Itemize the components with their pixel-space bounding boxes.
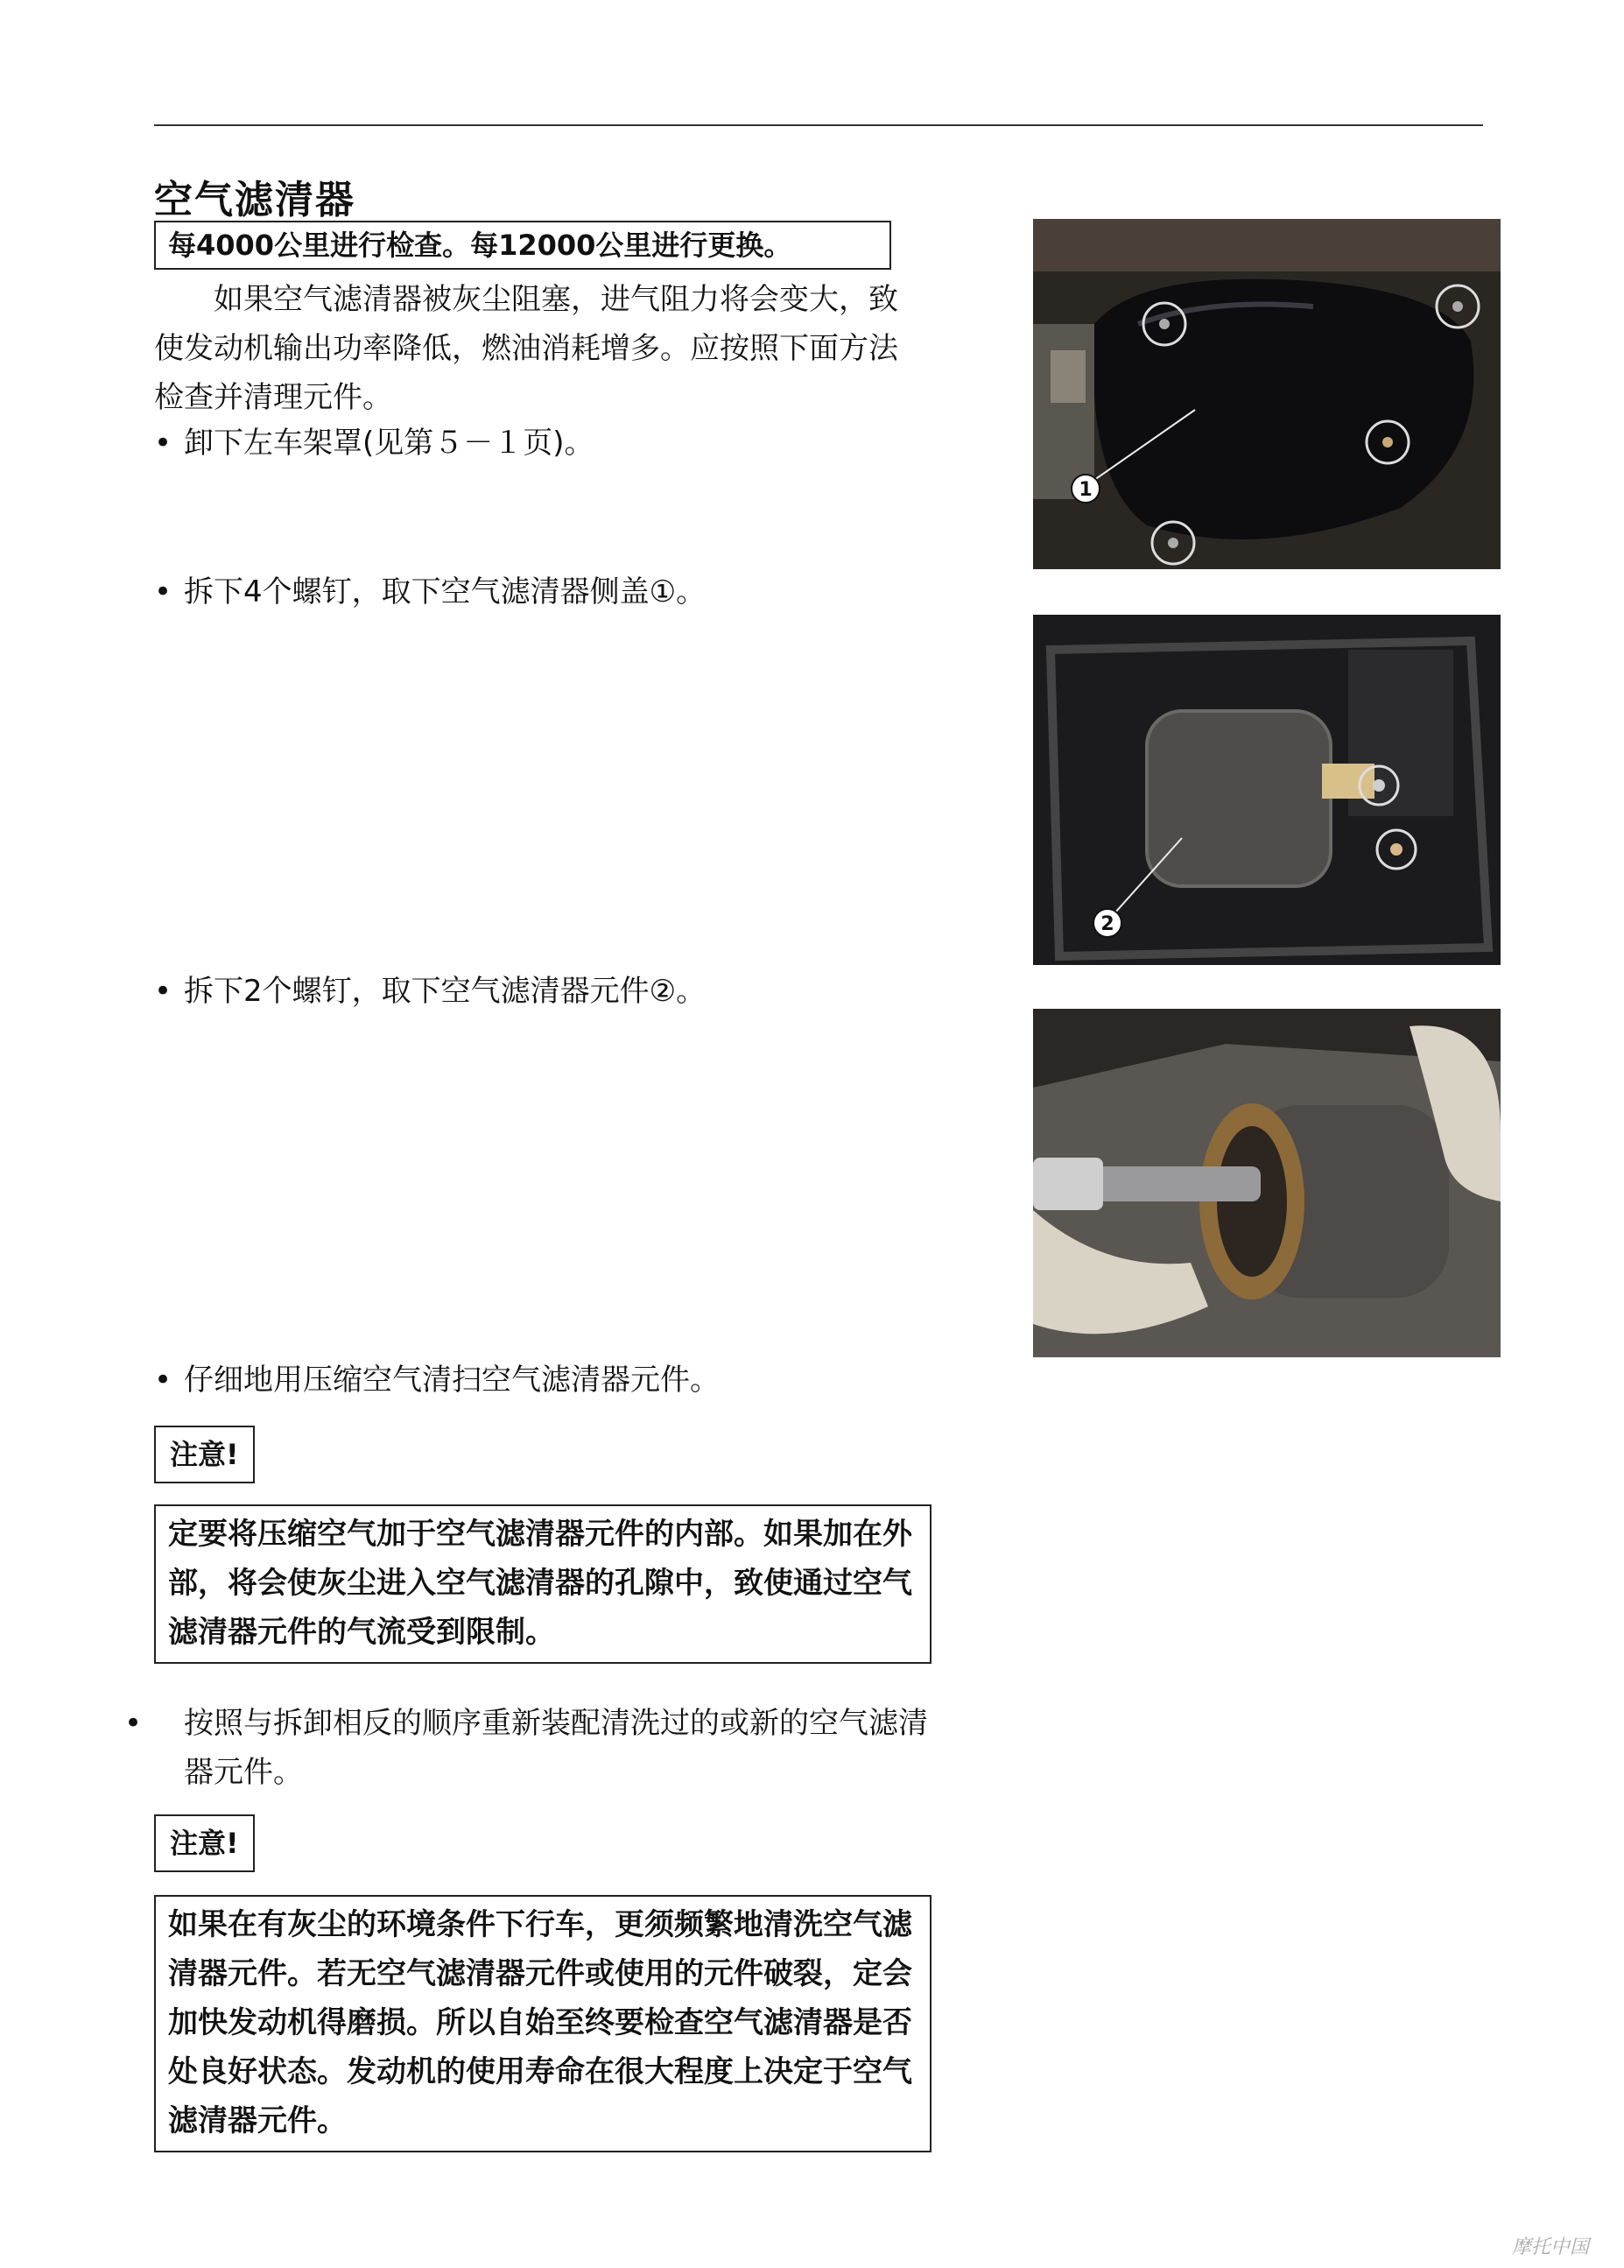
caution-box-2: [154, 1895, 932, 2152]
caution-text-1: 定要将压缩空气加于空气滤清器元件的内部。如果加在外部，将会使灰尘进入空气滤清器的孔隙中，致使通过空气滤清器元件的气流受到限制。: [168, 1517, 912, 1650]
photo-element-in-housing: [1033, 615, 1501, 965]
step-remove-frame-cover: • 卸下左车架罩(见第５－１页)。: [154, 419, 924, 468]
header-rule: [154, 124, 1483, 126]
bullet-icon: •: [124, 1706, 143, 1741]
step-remove-side-cover: • 拆下4个螺钉，取下空气滤清器侧盖①。: [154, 567, 924, 616]
caution-label-2: 注意!: [154, 1814, 255, 1872]
section-title: 空气滤清器: [154, 178, 355, 222]
bullet-icon: •: [154, 974, 172, 1009]
callout-1: 1: [1079, 479, 1093, 501]
photo-side-cover: [1033, 219, 1501, 569]
caution-text-2: 如果在有灰尘的环境条件下行车，更须频繁地清洗空气滤清器元件。若无空气滤清器元件或使用的元件破裂，定会加快发动机得磨损。所以自始至终要检查空气滤清器是否处良好状态。发动机的使用寿命在很大程度上决定于空气滤清器元件。: [168, 1907, 912, 2138]
photo-cleaning-element: [1033, 1009, 1501, 1357]
bullet-icon: •: [154, 1363, 172, 1398]
callout-2: 2: [1100, 913, 1114, 935]
step-reassemble: • 按照与拆卸相反的顺序重新装配清洗过的或新的空气滤清器元件。: [154, 1699, 937, 1797]
bullet-icon: •: [154, 574, 172, 609]
caution-label-1: 注意!: [154, 1426, 255, 1483]
watermark-logo: 摩托中国: [1511, 2236, 1589, 2258]
caution-box-1: [154, 1504, 932, 1664]
service-interval-box: [154, 221, 891, 270]
step-remove-element: • 拆下2个螺钉，取下空气滤清器元件②。: [154, 967, 924, 1016]
step-clean-element: • 仔细地用压缩空气清扫空气滤清器元件。: [154, 1356, 924, 1405]
intro-paragraph: 如果空气滤清器被灰尘阻塞，进气阻力将会变大，致使发动机输出功率降低，燃油消耗增多。应按照下面方法检查并清理元件。: [154, 282, 898, 415]
bullet-icon: •: [154, 426, 172, 461]
service-interval-text: 每4000公里进行检查。每12000公里进行更换。: [168, 229, 792, 262]
